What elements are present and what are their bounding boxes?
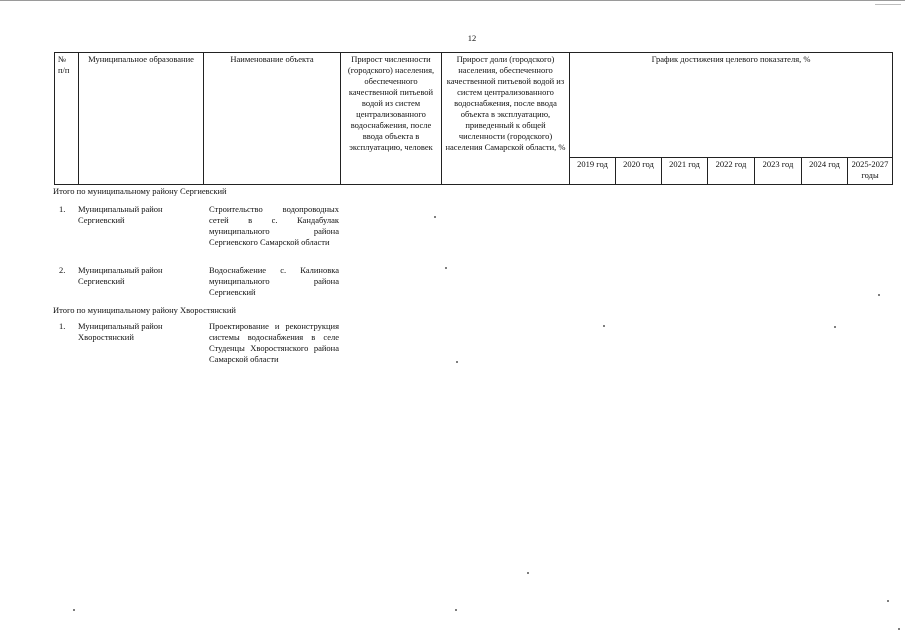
row-object: Водоснабжение с. Калиновка муниципального района Сергиевский bbox=[209, 265, 339, 297]
scan-speck bbox=[456, 361, 458, 363]
header-share-growth: Прирост доли (городского) населения, обеспеченного качественной питьевой водой из систем централизованного водоснабжения, после ввода объекта в эксплуатацию, приведенный к общей численности (городского) населения Самарской области, % bbox=[442, 53, 570, 185]
row-object: Проектирование и реконструкция системы водоснабжения в селе Студенцы Хворостянского района Самарской области bbox=[209, 321, 339, 364]
scan-speck bbox=[73, 609, 75, 611]
scan-speck bbox=[527, 572, 529, 574]
year-2019: 2019 год bbox=[570, 158, 616, 185]
row-number: 2. bbox=[59, 265, 66, 275]
row-municipality: Муниципальный район Хворостянский bbox=[78, 321, 163, 342]
scan-speck bbox=[445, 267, 447, 269]
header-object: Наименование объекта bbox=[204, 53, 341, 185]
header-municipality: Муниципальное образование bbox=[79, 53, 204, 185]
scan-speck bbox=[887, 600, 889, 602]
page-number: 12 bbox=[467, 33, 477, 43]
scan-speck bbox=[455, 609, 457, 611]
scan-speck bbox=[434, 216, 436, 218]
top-border-line bbox=[0, 0, 905, 1]
year-2025-2027: 2025-2027 годы bbox=[848, 158, 893, 185]
header-population-growth: Прирост численности (городского) населения, обеспеченного качественной питьевой водой из систем централизованного водоснабжения, после ввода объекта в эксплуатацию, человек bbox=[341, 53, 442, 185]
year-2022: 2022 год bbox=[708, 158, 755, 185]
row-number: 1. bbox=[59, 321, 66, 331]
header-num: № п/п bbox=[55, 53, 79, 185]
year-2024: 2024 год bbox=[802, 158, 848, 185]
scan-speck bbox=[834, 326, 836, 328]
row-number: 1. bbox=[59, 204, 66, 214]
group-title-sergievsky: Итого по муниципальному району Сергиевский bbox=[53, 186, 227, 196]
row-municipality: Муниципальный район Сергиевский bbox=[78, 265, 163, 286]
scan-speck bbox=[898, 628, 900, 630]
year-2021: 2021 год bbox=[662, 158, 708, 185]
row-municipality: Муниципальный район Сергиевский bbox=[78, 204, 163, 225]
header-schedule: График достижения целевого показателя, % bbox=[570, 53, 893, 158]
year-2020: 2020 год bbox=[616, 158, 662, 185]
year-2023: 2023 год bbox=[755, 158, 802, 185]
group-title-khvorostyansky: Итого по муниципальному району Хворостянский bbox=[53, 305, 236, 315]
indicator-table-header bbox=[54, 52, 893, 185]
scan-speck bbox=[603, 325, 605, 327]
row-object: Строительство водопроводных сетей в с. Кандабулак муниципального района Сергиевского Самарской области bbox=[209, 204, 339, 247]
scan-speck bbox=[878, 294, 880, 296]
corner-scan-mark bbox=[875, 4, 901, 5]
